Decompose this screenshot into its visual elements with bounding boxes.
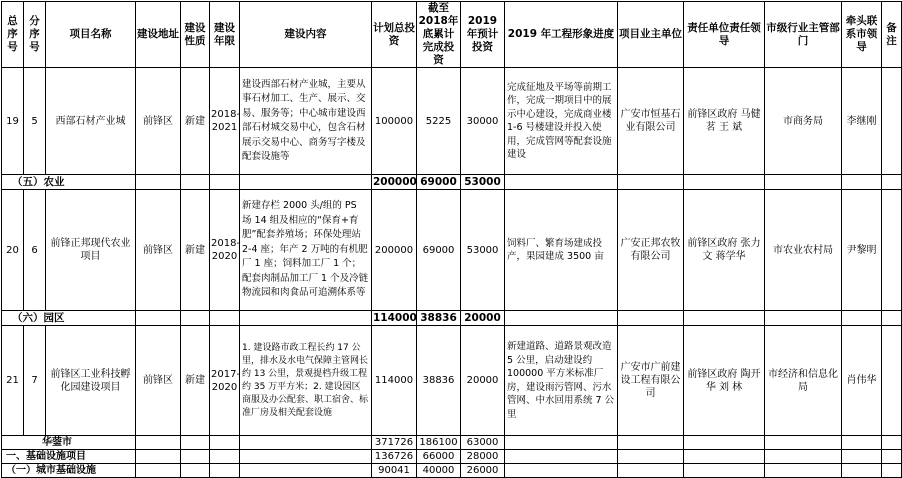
cell-location: 前锋区 — [136, 190, 181, 311]
section-completed-2018: 69000 — [417, 175, 461, 190]
cell-expected-2019: 20000 — [461, 326, 505, 436]
summary-label: 华蓥市 — [2, 436, 136, 450]
table-row — [2, 190, 902, 311]
summary-completed-2018: 40000 — [417, 464, 461, 478]
cell-remark — [882, 326, 902, 436]
cell-owner-unit: 广安正邦农牧有限公司 — [618, 190, 684, 311]
header-location: 建设地址 — [136, 2, 181, 68]
cell-completed-2018: 5225 — [417, 68, 461, 175]
cell-project-name: 前锋区工业科技孵化园建设项目 — [46, 326, 136, 436]
header-remark: 备注 — [882, 2, 902, 68]
cell-expected-2019: 30000 — [461, 68, 505, 175]
summary-planned-total: 90041 — [372, 464, 417, 478]
header-nature: 建设性质 — [181, 2, 210, 68]
project-table — [1, 1, 902, 478]
section-completed-2018: 38836 — [417, 311, 461, 326]
cell-sub-seq: 5 — [24, 68, 46, 175]
summary-expected-2019: 26000 — [461, 464, 505, 478]
section-label: （六）园区 — [2, 311, 136, 326]
cell-period: 2018-2020 — [210, 190, 240, 311]
summary-completed-2018: 186100 — [417, 436, 461, 450]
header-progress-2019: 2019 年工程形象进度 — [505, 2, 618, 68]
cell-owner-unit: 广安市恒基石业有限公司 — [618, 68, 684, 175]
header-period: 建设年限 — [210, 2, 240, 68]
header-project-name: 项目名称 — [46, 2, 136, 68]
section-expected-2019: 53000 — [461, 175, 505, 190]
cell-progress-2019: 新建道路、道路景观改造 5 公里，启动建设约 100000 平方米标准厂房，建设雨污管网、污水管网、中水回用系统 7 公里 — [505, 326, 618, 436]
summary-completed-2018: 66000 — [417, 450, 461, 464]
cell-project-name: 前锋正邦现代农业项目 — [46, 190, 136, 311]
header-completed-2018: 截至 2018年底累计完成投资 — [417, 2, 461, 68]
cell-owner-unit: 广安市广前建设工程有限公司 — [618, 326, 684, 436]
cell-leader: 前锋区政府 张力文 蒋学华 — [684, 190, 765, 311]
cell-remark — [882, 190, 902, 311]
section-row-agriculture — [2, 175, 902, 190]
cell-location: 前锋区 — [136, 68, 181, 175]
cell-period: 2017-2020 — [210, 326, 240, 436]
cell-planned-total: 114000 — [372, 326, 417, 436]
cell-progress-2019: 完成征地及平场等前期工作，完成一期项目中的展示中心建设，完成商业楼 1-6 号楼建设并投入使用，完成管网等配套设施建设 — [505, 68, 618, 175]
cell-nature: 新建 — [181, 190, 210, 311]
cell-leader: 前锋区政府 陶开华 刘 林 — [684, 326, 765, 436]
section-expected-2019: 20000 — [461, 311, 505, 326]
cell-content: 1. 建设路市政工程长约 17 公里，排水及水电气保障主管网长约 13 公里，景观提档升级工程约 35 万平方米；2. 建设园区商服及办公配套、职工宿舍、标准厂房及相关配套设施 — [240, 326, 372, 436]
cell-content: 新建存栏 2000 头/组的 PS 场 14 组及相应的“保育+育肥”配套养殖场；环保处理站 2-4 座；年产 2 万吨的有机肥厂 1 座；饲料加工厂 1 个；配套肉制品加工厂 1 个及冷链物流园和肉食品可追溯体系等 — [240, 190, 372, 311]
header-row — [2, 2, 902, 68]
header-expected-2019: 2019 年预计投资 — [461, 2, 505, 68]
section-row-park — [2, 311, 902, 326]
table-row — [2, 326, 902, 436]
summary-expected-2019: 28000 — [461, 450, 505, 464]
cell-total-seq: 20 — [2, 190, 24, 311]
header-city-leader: 牵头联系市领导 — [842, 2, 882, 68]
header-planned-total: 计划总投资 — [372, 2, 417, 68]
section-planned-total: 200000 — [373, 175, 417, 188]
summary-planned-total: 371726 — [372, 436, 417, 450]
cell-sub-seq: 6 — [24, 190, 46, 311]
cell-nature: 新建 — [181, 68, 210, 175]
header-dept: 市级行业主管部门 — [765, 2, 842, 68]
cell-progress-2019: 饲料厂、繁育场建成投产，果园建成 3500 亩 — [505, 190, 618, 311]
header-total-seq: 总序号 — [2, 2, 24, 68]
cell-location: 前锋区 — [136, 326, 181, 436]
cell-planned-total: 100000 — [372, 68, 417, 175]
cell-planned-total: 200000 — [372, 190, 417, 311]
summary-planned-total: 136726 — [372, 450, 417, 464]
cell-dept: 市商务局 — [765, 68, 842, 175]
summary-label: （一）城市基础设施 — [2, 464, 136, 478]
cell-city-leader: 李继刚 — [842, 68, 882, 175]
summary-label: 一、基础设施项目 — [2, 450, 136, 464]
header-leader: 责任单位责任领导 — [684, 2, 765, 68]
section-label: （五）农业 — [2, 175, 136, 190]
summary-row-huaying — [2, 436, 902, 450]
cell-sub-seq: 7 — [24, 326, 46, 436]
cell-dept: 市农业农村局 — [765, 190, 842, 311]
cell-project-name: 西部石材产业城 — [46, 68, 136, 175]
summary-expected-2019: 63000 — [461, 436, 505, 450]
cell-leader: 前锋区政府 马健茗 王 斌 — [684, 68, 765, 175]
cell-city-leader: 肖伟华 — [842, 326, 882, 436]
cell-city-leader: 尹黎明 — [842, 190, 882, 311]
summary-row-infrastructure — [2, 450, 902, 464]
section-planned-total: 114000 — [373, 311, 417, 324]
cell-total-seq: 19 — [2, 68, 24, 175]
header-content: 建设内容 — [240, 2, 372, 68]
table-row — [2, 68, 902, 175]
cell-expected-2019: 53000 — [461, 190, 505, 311]
header-sub-seq: 分序号 — [24, 2, 46, 68]
cell-total-seq: 21 — [2, 326, 24, 436]
cell-remark — [882, 68, 902, 175]
cell-dept: 市经济和信息化局 — [765, 326, 842, 436]
summary-row-urban-infrastructure — [2, 464, 902, 478]
cell-period: 2018-2021 — [210, 68, 240, 175]
cell-completed-2018: 38836 — [417, 326, 461, 436]
cell-completed-2018: 69000 — [417, 190, 461, 311]
header-owner-unit: 项目业主单位 — [618, 2, 684, 68]
cell-nature: 新建 — [181, 326, 210, 436]
cell-content: 建设西部石材产业城，主要从事石材加工、生产、展示、交易、服务等；中心城市建设西部石材城交易中心，包含石材展示交易中心、商务写字楼及配套设施等 — [240, 68, 372, 175]
